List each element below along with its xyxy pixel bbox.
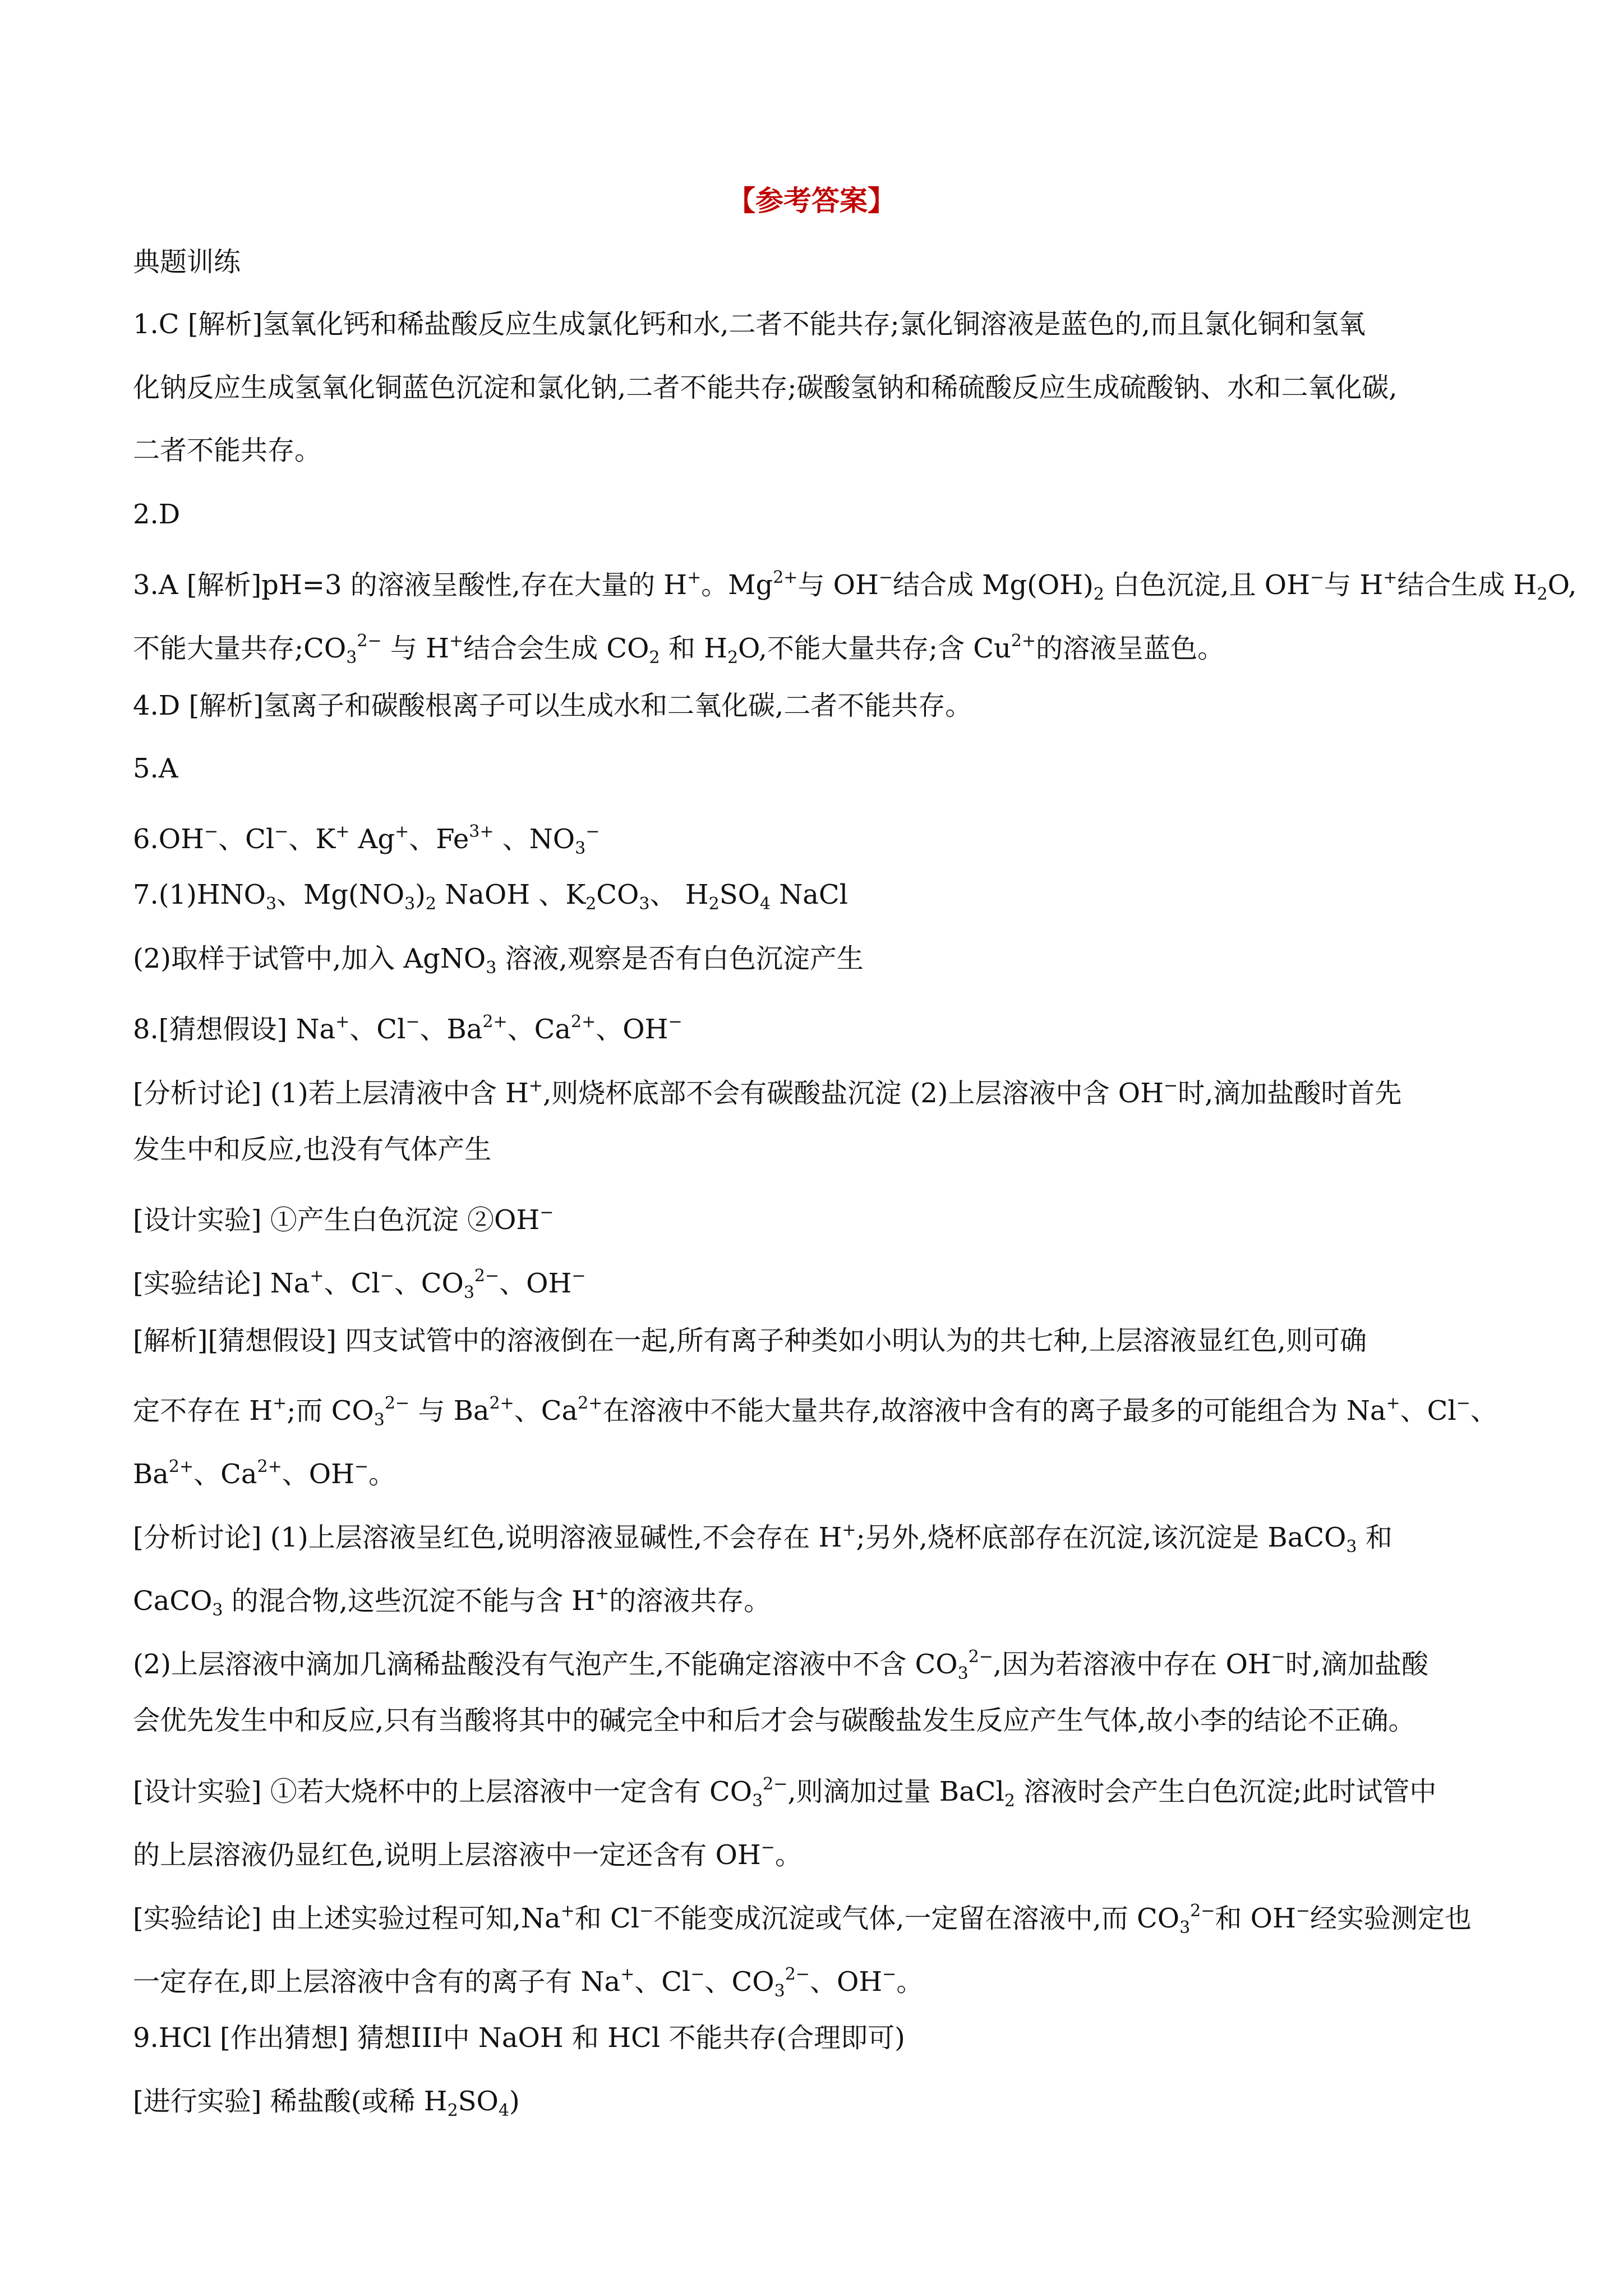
text-run: SO bbox=[719, 879, 760, 910]
text-run: 5.A bbox=[133, 753, 178, 784]
superscript: + bbox=[335, 1012, 350, 1032]
text-run: 与 OH bbox=[797, 569, 879, 601]
superscript: 2− bbox=[968, 1647, 993, 1667]
subscript: 3 bbox=[486, 958, 497, 978]
text-run: 2.D bbox=[133, 499, 181, 530]
superscript: − bbox=[585, 822, 600, 841]
text-run: ,因为若溶液中存在 OH bbox=[993, 1649, 1271, 1680]
superscript: 2− bbox=[357, 631, 382, 651]
text-run: 的上层溶液仍显红色,说明上层溶液中一定还含有 OH bbox=[133, 1839, 761, 1871]
superscript: − bbox=[1163, 1076, 1178, 1096]
text-run: 、 bbox=[1470, 1395, 1497, 1427]
text-run: 、NO bbox=[494, 823, 575, 855]
text-run: 一定存在,即上层溶液中含有的离子有 Na bbox=[133, 1966, 621, 1998]
subscript: 2 bbox=[425, 894, 436, 914]
text-line bbox=[133, 1513, 1518, 1564]
text-run: 、Cl bbox=[218, 823, 275, 855]
superscript: − bbox=[639, 1901, 654, 1921]
text-line bbox=[133, 815, 1518, 866]
superscript: + bbox=[620, 1964, 635, 1984]
text-run: 、Fe bbox=[409, 823, 469, 855]
text-line bbox=[133, 1640, 1518, 1691]
subscript: 3 bbox=[266, 894, 277, 914]
text-run: 7.(1)HNO bbox=[133, 879, 266, 910]
text-run: (2)取样于试管中,加入 AgNO bbox=[133, 943, 486, 974]
text-run: [分析讨论] (1)上层溶液呈红色,说明溶液显碱性,不会存在 H bbox=[133, 1522, 842, 1553]
text-run: 8.[猜想假设] Na bbox=[133, 1014, 336, 1045]
superscript: + bbox=[395, 822, 409, 841]
text-run: 化钠反应生成氢氧化铜蓝色沉淀和氯化钠,二者不能共存;碳酸氢钠和稀硫酸反应生成硫酸钠、水和二氧化碳, bbox=[133, 372, 1398, 403]
superscript: + bbox=[273, 1393, 287, 1413]
text-run: 、OH bbox=[282, 1458, 354, 1490]
subscript: 4 bbox=[498, 2101, 509, 2120]
text-run: 。Mg bbox=[701, 569, 773, 601]
superscript: + bbox=[595, 1584, 610, 1603]
text-run: ;另外,烧杯底部存在沉淀,该沉淀是 BaCO bbox=[856, 1522, 1347, 1553]
text-run: 、K bbox=[288, 823, 336, 855]
subscript: 3 bbox=[463, 1283, 474, 1303]
subscript: 2 bbox=[585, 894, 597, 914]
subscript: 3 bbox=[374, 1410, 385, 1430]
text-line bbox=[133, 1196, 1518, 1237]
superscript: + bbox=[310, 1266, 324, 1286]
text-run: [进行实验] 稀盐酸(或稀 H bbox=[133, 2086, 448, 2117]
text-run: 、Cl bbox=[349, 1014, 406, 1045]
text-run: 和 Cl bbox=[574, 1903, 640, 1934]
text-line bbox=[133, 498, 1518, 531]
text-run: 、OH bbox=[809, 1966, 883, 1998]
subscript: 3 bbox=[774, 1981, 785, 2001]
text-line bbox=[133, 2021, 1518, 2055]
superscript: + bbox=[842, 1520, 856, 1540]
superscript: − bbox=[405, 1012, 420, 1032]
text-line bbox=[133, 942, 1518, 985]
superscript: 2+ bbox=[578, 1393, 603, 1413]
text-line bbox=[133, 1958, 1518, 2008]
subscript: 2 bbox=[1004, 1791, 1015, 1811]
text-line bbox=[133, 1133, 1518, 1166]
text-run: 、Cl bbox=[324, 1268, 380, 1299]
text-run: SO bbox=[458, 2086, 499, 2117]
text-run: (2)上层溶液中滴加几滴稀盐酸没有气泡产生,不能确定溶液中不含 CO bbox=[133, 1649, 958, 1680]
text-line bbox=[133, 561, 1577, 611]
text-run: 、OH bbox=[499, 1268, 572, 1299]
subscript: 3 bbox=[1179, 1918, 1191, 1938]
text-run: 溶液,观察是否有白色沉淀产生 bbox=[496, 943, 864, 974]
subscript: 3 bbox=[346, 648, 357, 668]
superscript: − bbox=[1271, 1647, 1285, 1667]
text-line bbox=[133, 1577, 1518, 1627]
text-run: 和 OH bbox=[1215, 1903, 1296, 1934]
text-run: CO bbox=[596, 879, 639, 910]
text-run: 1.C [解析]氢氧化钙和稀盐酸反应生成氯化钙和水,二者不能共存;氯化铜溶液是蓝色的,而且氯化铜和氢氧 bbox=[133, 309, 1366, 340]
text-run: [实验结论] Na bbox=[133, 1268, 310, 1299]
text-run: Ag bbox=[349, 823, 395, 855]
text-run: 。 bbox=[368, 1458, 396, 1490]
superscript: 2− bbox=[384, 1393, 410, 1413]
superscript: − bbox=[274, 822, 289, 841]
text-run: ,则烧杯底部不会有碳酸盐沉淀 (2)上层溶液中含 OH bbox=[542, 1078, 1164, 1109]
superscript: − bbox=[204, 822, 219, 841]
page-title: 【参考答案】 bbox=[727, 185, 896, 217]
text-line bbox=[133, 245, 1518, 279]
text-line bbox=[133, 1894, 1518, 1945]
subscript: 2 bbox=[1537, 585, 1548, 604]
subscript: 2 bbox=[1093, 585, 1104, 604]
superscript: 2− bbox=[1190, 1901, 1215, 1921]
text-run: 与 H bbox=[1324, 569, 1384, 601]
text-run: O,不能大量共存;含 Cu bbox=[738, 633, 1011, 664]
text-run: 典题训练 bbox=[133, 246, 241, 278]
text-run: 3.A [解析]pH=3 的溶液呈酸性,存在大量的 H bbox=[133, 569, 688, 601]
text-run: 、Mg(NO bbox=[276, 879, 405, 910]
text-run: 与 H bbox=[381, 633, 449, 664]
text-run: 。 bbox=[774, 1839, 802, 1871]
superscript: 2− bbox=[474, 1266, 500, 1286]
text-run: ,则滴加过量 BaCl bbox=[787, 1776, 1004, 1807]
superscript: − bbox=[354, 1457, 369, 1476]
text-run: 、Cl bbox=[1400, 1395, 1456, 1427]
superscript: − bbox=[882, 1964, 897, 1984]
text-line bbox=[133, 1259, 1518, 1310]
superscript: + bbox=[335, 822, 350, 841]
text-run: [设计实验] ①产生白色沉淀 ②OH bbox=[133, 1204, 540, 1236]
text-run: 和 H bbox=[660, 633, 727, 664]
text-run: 时,滴加盐酸 bbox=[1285, 1649, 1429, 1680]
text-run: 时,滴加盐酸时首先 bbox=[1178, 1078, 1402, 1109]
subscript: 2 bbox=[649, 648, 660, 668]
text-line bbox=[133, 689, 1518, 723]
superscript: 2+ bbox=[773, 568, 798, 587]
subscript: 3 bbox=[752, 1791, 763, 1811]
subscript: 3 bbox=[404, 894, 416, 914]
superscript: 2+ bbox=[257, 1457, 282, 1476]
text-line bbox=[133, 1387, 1518, 1437]
superscript: − bbox=[1295, 1901, 1311, 1921]
text-run: CaCO bbox=[133, 1585, 213, 1617]
superscript: 2− bbox=[785, 1964, 810, 1984]
text-run: 、OH bbox=[596, 1014, 668, 1045]
text-line bbox=[133, 752, 1518, 785]
text-run: 4.D [解析]氢离子和碳酸根离子可以生成水和二氧化碳,二者不能共存。 bbox=[133, 690, 972, 721]
text-run: 和 bbox=[1357, 1522, 1393, 1553]
superscript: + bbox=[687, 568, 702, 587]
superscript: 3+ bbox=[469, 822, 494, 841]
superscript: − bbox=[760, 1838, 775, 1857]
superscript: − bbox=[690, 1964, 705, 1984]
text-run: 、Ba bbox=[419, 1014, 483, 1045]
text-run: 6.OH bbox=[133, 823, 205, 855]
text-run: 经实验测定也 bbox=[1310, 1903, 1472, 1934]
superscript: + bbox=[449, 631, 464, 651]
text-run: 不能变成沉淀或气体,一定留在溶液中,而 CO bbox=[653, 1903, 1180, 1934]
superscript: − bbox=[380, 1266, 394, 1286]
superscript: − bbox=[1456, 1393, 1470, 1413]
text-run: 、Ca bbox=[507, 1014, 571, 1045]
subscript: 3 bbox=[957, 1664, 969, 1683]
superscript: − bbox=[878, 568, 893, 587]
superscript: − bbox=[668, 1012, 683, 1032]
text-run: 的溶液呈蓝色。 bbox=[1036, 633, 1225, 664]
text-run: NaCl bbox=[771, 879, 848, 910]
text-run: 不能大量共存;CO bbox=[133, 633, 347, 664]
superscript: − bbox=[540, 1203, 554, 1222]
text-run: 、Ca bbox=[193, 1458, 257, 1490]
text-run: 白色沉淀,且 OH bbox=[1104, 569, 1310, 601]
text-run: [分析讨论] (1)若上层清液中含 H bbox=[133, 1078, 529, 1109]
text-line bbox=[133, 434, 1518, 467]
text-line bbox=[133, 1704, 1518, 1737]
superscript: − bbox=[571, 1266, 586, 1286]
subscript: 3 bbox=[212, 1600, 223, 1620]
text-run: ;而 CO bbox=[287, 1395, 374, 1427]
subscript: 2 bbox=[727, 648, 739, 668]
superscript: − bbox=[1310, 568, 1325, 587]
text-run: [设计实验] ①若大烧杯中的上层溶液中一定含有 CO bbox=[133, 1776, 753, 1807]
text-run: 、 H bbox=[649, 879, 709, 910]
superscript: 2+ bbox=[571, 1012, 596, 1032]
text-line bbox=[133, 307, 1518, 341]
text-run: 、Ca bbox=[514, 1395, 578, 1427]
superscript: 2+ bbox=[482, 1012, 508, 1032]
text-line bbox=[133, 1831, 1518, 1872]
text-run: 、CO bbox=[394, 1268, 464, 1299]
subscript: 3 bbox=[575, 839, 586, 858]
superscript: 2+ bbox=[1011, 631, 1036, 651]
superscript: + bbox=[1386, 1393, 1400, 1413]
text-run: NaOH 、K bbox=[436, 879, 586, 910]
text-line bbox=[133, 2085, 1518, 2128]
text-run: 的混合物,这些沉淀不能与含 H bbox=[223, 1585, 596, 1617]
superscript: + bbox=[560, 1901, 575, 1921]
text-run: Ba bbox=[133, 1458, 169, 1490]
text-run: 在溶液中不能大量共存,故溶液中含有的离子最多的可能组合为 Na bbox=[602, 1395, 1386, 1427]
text-run: 结合会生成 CO bbox=[463, 633, 649, 664]
text-run: [实验结论] 由上述实验过程可知,Na bbox=[133, 1903, 561, 1934]
text-run: 与 Ba bbox=[409, 1395, 490, 1427]
text-run: 溶液时会产生白色沉淀;此时试管中 bbox=[1015, 1776, 1437, 1807]
text-run: 。 bbox=[896, 1966, 924, 1998]
text-line bbox=[133, 1005, 1518, 1046]
text-line bbox=[133, 1324, 1518, 1358]
superscript: 2− bbox=[763, 1774, 788, 1794]
text-run: ) bbox=[509, 2086, 520, 2117]
text-line bbox=[133, 1450, 1518, 1491]
text-line bbox=[133, 1768, 1518, 1818]
text-line bbox=[133, 371, 1518, 404]
text-run: 定不存在 H bbox=[133, 1395, 273, 1427]
text-run: O, bbox=[1547, 569, 1577, 601]
text-run: [解析][猜想假设] 四支试管中的溶液倒在一起,所有离子种类如小明认为的共七种,上层溶液显红色,则可确 bbox=[133, 1325, 1367, 1356]
text-run: 结合成 Mg(OH) bbox=[893, 569, 1094, 601]
text-line bbox=[133, 624, 1518, 675]
text-run: 、CO bbox=[704, 1966, 774, 1998]
subscript: 4 bbox=[759, 894, 771, 914]
superscript: 2+ bbox=[168, 1457, 194, 1476]
text-run: 9.HCl [作出猜想] 猜想III中 NaOH 和 HCl 不能共存(合理即可) bbox=[133, 2022, 905, 2054]
subscript: 3 bbox=[1346, 1537, 1357, 1557]
subscript: 3 bbox=[639, 894, 650, 914]
superscript: + bbox=[1383, 568, 1398, 587]
subscript: 2 bbox=[708, 894, 720, 914]
superscript: + bbox=[528, 1076, 543, 1096]
text-run: 会优先发生中和反应,只有当酸将其中的碱完全中和后才会与碳酸盐发生反应产生气体,故小李的结论不正确。 bbox=[133, 1705, 1415, 1736]
text-line bbox=[133, 878, 1518, 921]
text-line bbox=[133, 1069, 1518, 1110]
text-run: 结合生成 H bbox=[1397, 569, 1537, 601]
superscript: 2+ bbox=[489, 1393, 514, 1413]
text-run: ) bbox=[415, 879, 426, 910]
subscript: 2 bbox=[447, 2101, 458, 2120]
text-run: 二者不能共存。 bbox=[133, 435, 322, 466]
text-run: 、Cl bbox=[634, 1966, 691, 1998]
text-run: 的溶液共存。 bbox=[609, 1585, 771, 1617]
text-run: 发生中和反应,也没有气体产生 bbox=[133, 1134, 492, 1165]
